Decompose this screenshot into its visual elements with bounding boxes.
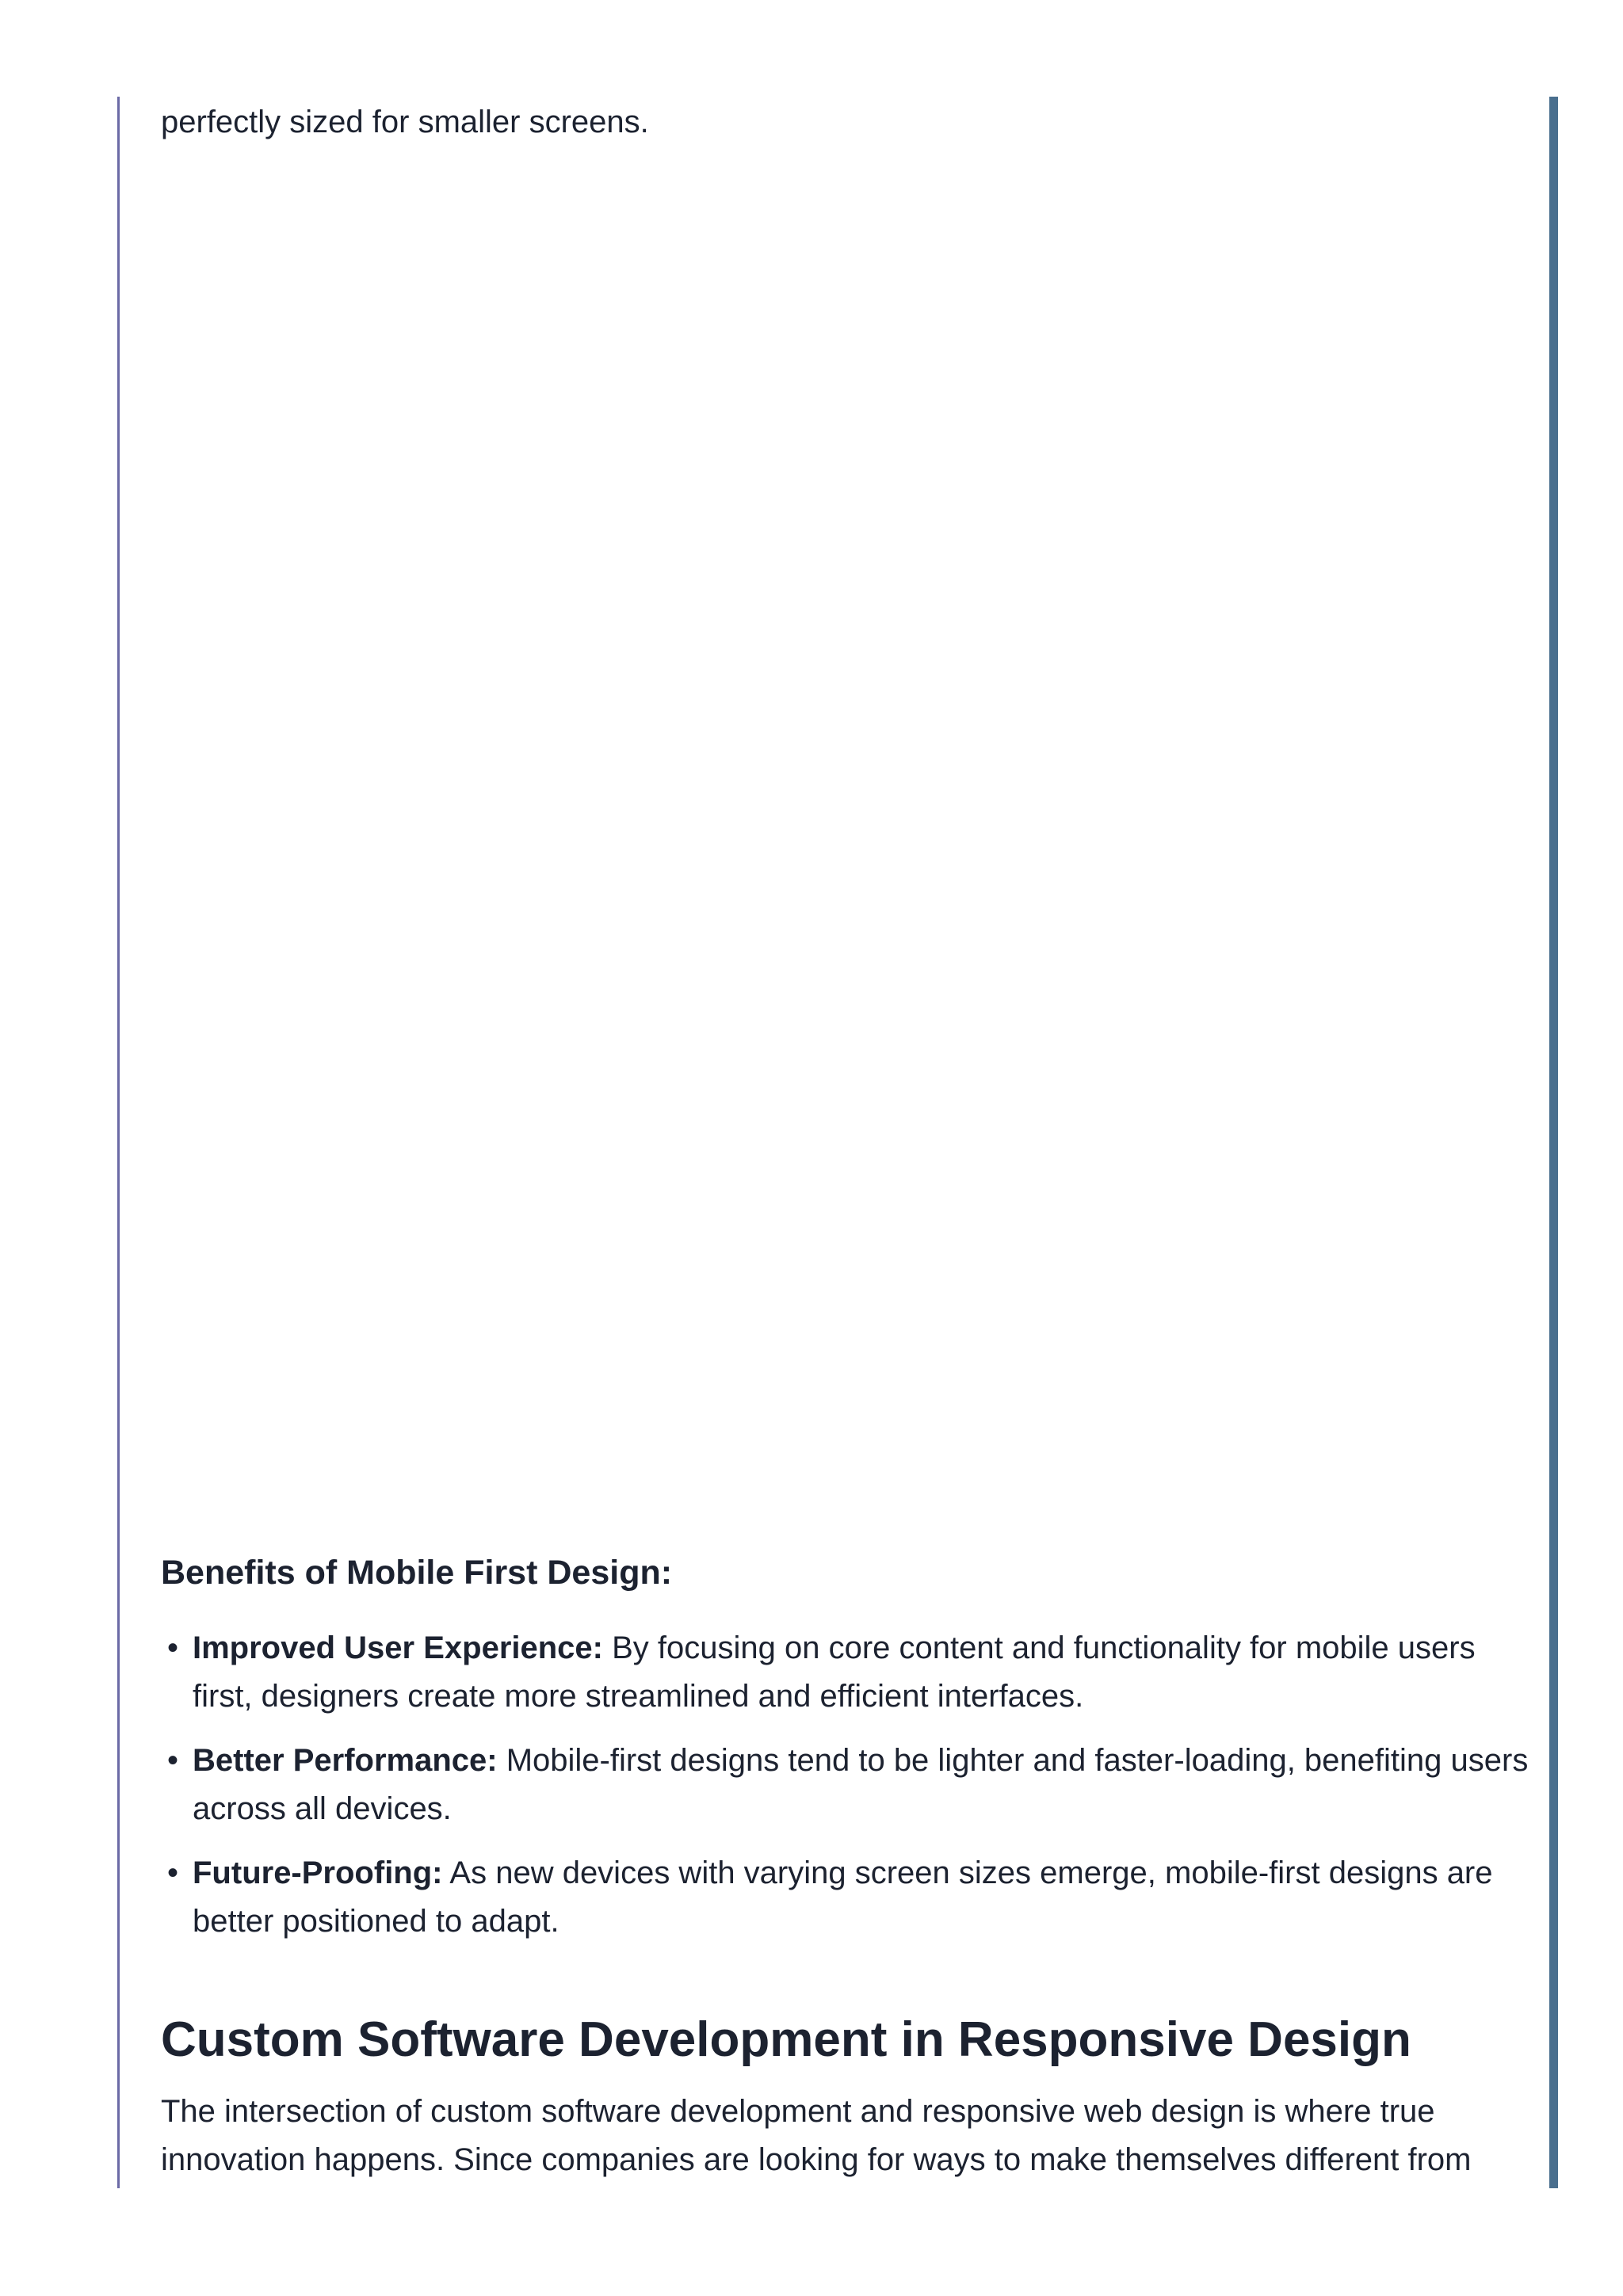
benefits-list	[161, 1624, 1540, 1962]
benefit-term: Better Performance:	[193, 1743, 498, 1778]
blank-image-area	[161, 158, 1508, 1505]
benefit-text: By focusing on core content and functionality for mobile users first, designers create more streamlined and efficient interfaces.	[193, 1630, 1476, 1714]
left-border-rule	[117, 97, 120, 2188]
right-scroll-rule	[1549, 97, 1558, 2188]
section-title: Custom Software Development in Responsive Design	[161, 2012, 1411, 2067]
list-item	[167, 1849, 1540, 1946]
benefit-term: Future-Proofing:	[193, 1855, 443, 1890]
benefit-text: Mobile-first designs tend to be lighter and faster-loading, benefiting users across all devices.	[193, 1743, 1529, 1826]
section-paragraph: The intersection of custom software development and responsive web design is where true innovation happens. Since companies are looking for ways to make themselves different from	[161, 2094, 1472, 2177]
bullet-icon: •	[167, 1743, 179, 1778]
benefit-term: Improved User Experience:	[193, 1630, 603, 1665]
bullet-icon: •	[167, 1855, 179, 1890]
list-item	[167, 1737, 1540, 1833]
benefits-heading: Benefits of Mobile First Design:	[161, 1554, 673, 1592]
benefit-text: As new devices with varying screen sizes emerge, mobile-first designs are better positioned to adapt.	[193, 1855, 1493, 1939]
bullet-icon: •	[167, 1630, 179, 1665]
intro-text: perfectly sized for smaller screens.	[161, 105, 649, 139]
list-item	[167, 1624, 1540, 1721]
